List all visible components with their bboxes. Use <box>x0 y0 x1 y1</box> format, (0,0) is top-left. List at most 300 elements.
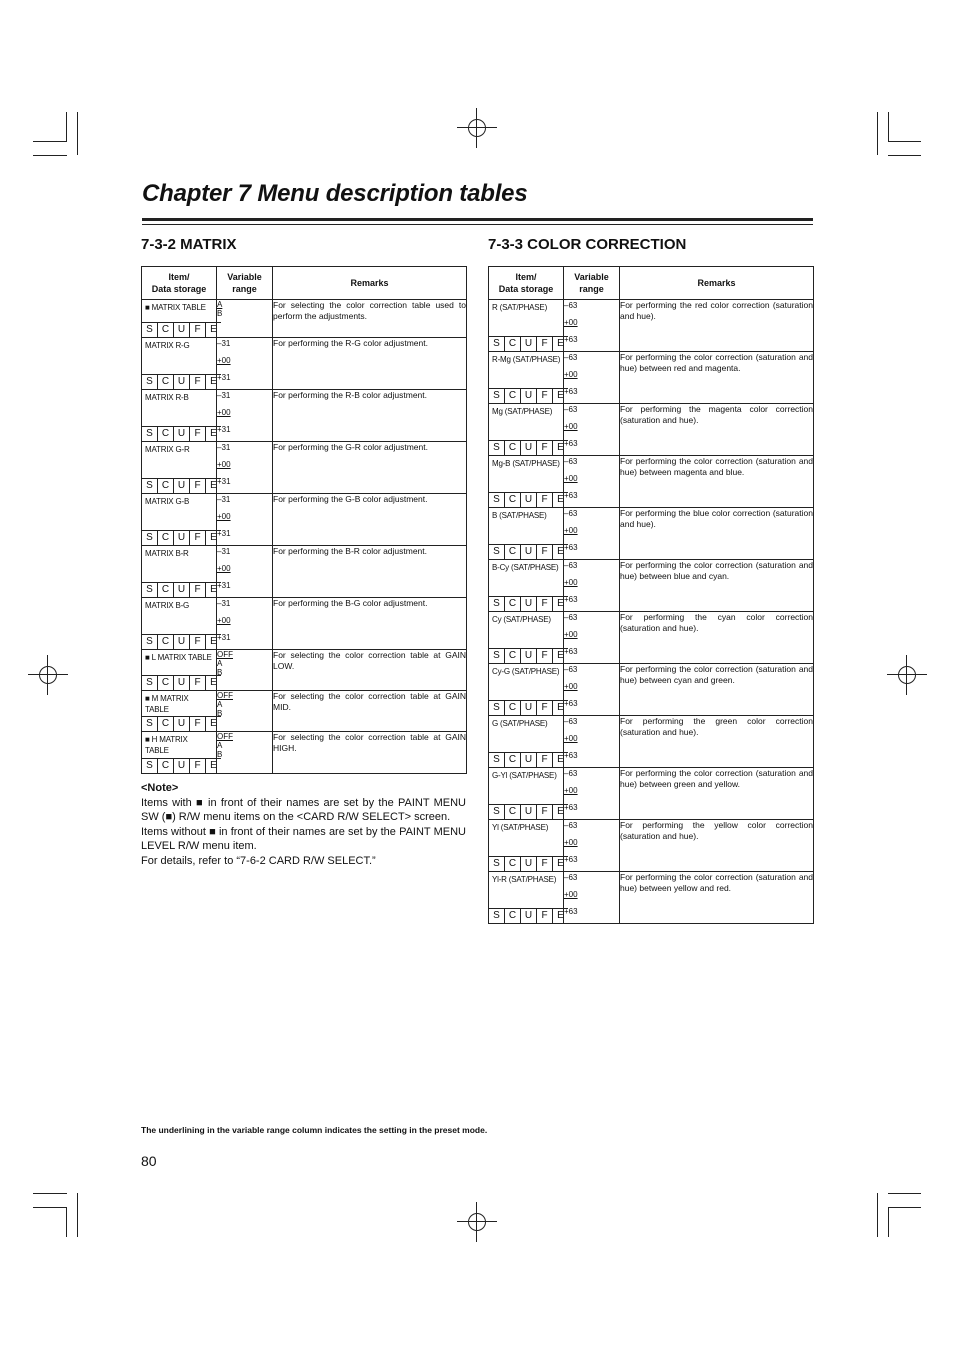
range-cell <box>217 650 273 691</box>
item-cell <box>142 732 217 774</box>
storage-flag: S <box>489 805 505 819</box>
crop-mark <box>877 112 878 155</box>
storage-flag: F <box>190 717 206 731</box>
storage-flag: U <box>521 545 537 559</box>
storage-flag: E <box>210 324 217 335</box>
data-storage-flags <box>142 758 221 773</box>
item-name: R (SAT/PHASE) <box>492 303 548 312</box>
storage-flag: C <box>505 389 521 403</box>
storage-flag: U <box>521 805 537 819</box>
data-storage-flags <box>142 322 221 337</box>
data-storage-flags <box>142 530 221 545</box>
remarks-cell: For performing the color correction (saturation and hue) between red and magenta. <box>620 352 814 404</box>
table-row <box>489 716 814 768</box>
range-value: +31 <box>217 425 231 434</box>
range-cell <box>217 300 273 338</box>
remarks-cell: For performing the blue color correction (saturation and hue). <box>620 508 814 560</box>
table-row <box>142 650 467 691</box>
data-storage-flags <box>489 336 568 351</box>
item-name: Mg-B (SAT/PHASE) <box>492 459 560 468</box>
crop-mark <box>877 1193 878 1237</box>
range-value: –31 <box>217 391 231 400</box>
storage-flag: E <box>557 910 564 921</box>
storage-flag: F <box>537 389 553 403</box>
storage-flag: C <box>158 427 174 441</box>
storage-flag: S <box>489 337 505 351</box>
remarks-cell: For performing the color correction (saturation and hue) between green and yellow. <box>620 768 814 820</box>
range-cell <box>564 560 620 612</box>
table-row <box>142 546 467 598</box>
remarks-cell: For performing the color correction (saturation and hue) between cyan and green. <box>620 664 814 716</box>
range-values <box>217 494 272 540</box>
range-value: +63 <box>564 647 578 656</box>
range-value: +00 <box>564 578 578 587</box>
range-cell <box>564 404 620 456</box>
title-rule <box>142 218 813 221</box>
data-storage-flags <box>142 634 221 649</box>
range-value: +31 <box>217 477 231 486</box>
storage-flag: S <box>142 323 158 337</box>
range-cell <box>217 546 273 598</box>
registration-mark-bottom <box>457 1202 497 1242</box>
storage-flag: E <box>210 677 217 688</box>
range-value: +00 <box>217 564 231 573</box>
range-value: A <box>217 741 223 750</box>
storage-flag: F <box>537 857 553 871</box>
storage-flag: U <box>174 583 190 597</box>
item-name: R-Mg (SAT/PHASE) <box>492 355 561 364</box>
item-name: MATRIX B-R <box>145 549 189 558</box>
storage-flag: E <box>210 376 217 387</box>
registration-mark-top <box>457 108 497 148</box>
range-value: –63 <box>564 457 578 466</box>
storage-flag: F <box>537 337 553 351</box>
range-cell <box>564 352 620 404</box>
storage-flag: F <box>537 493 553 507</box>
matrix-heading: 7-3-2 MATRIX <box>141 236 237 253</box>
item-name: MATRIX G-B <box>145 497 190 506</box>
data-storage-flags <box>489 804 568 819</box>
storage-flag: S <box>489 493 505 507</box>
data-storage-flags <box>142 582 221 597</box>
storage-flag: F <box>537 597 553 611</box>
data-storage-flags <box>489 544 568 559</box>
data-storage-flags <box>489 752 568 767</box>
storage-flag: U <box>521 753 537 767</box>
range-value: –63 <box>564 353 578 362</box>
storage-flag: F <box>190 479 206 493</box>
header-remarks: Remarks <box>273 267 467 300</box>
range-value: B <box>217 668 223 677</box>
storage-flag: S <box>142 635 158 649</box>
storage-flag: C <box>158 583 174 597</box>
range-value: +00 <box>217 616 231 625</box>
storage-flag: S <box>142 427 158 441</box>
data-storage-flags <box>489 388 568 403</box>
registration-mark-left <box>28 655 68 695</box>
item-name: MATRIX R-G <box>145 341 190 350</box>
data-storage-flags <box>489 648 568 663</box>
page-number: 80 <box>141 1153 157 1169</box>
range-values <box>564 768 619 814</box>
range-value: B <box>217 750 223 759</box>
storage-flag: E <box>557 858 564 869</box>
item-name: Mg (SAT/PHASE) <box>492 407 553 416</box>
range-value: +00 <box>564 630 578 639</box>
range-values <box>564 872 619 918</box>
color-correction-heading: 7-3-3 COLOR CORRECTION <box>488 236 687 253</box>
header-item: Item/ Data storage <box>142 267 217 300</box>
item-name: ■ H MATRIX TABLE <box>145 735 188 755</box>
range-value: +00 <box>564 786 578 795</box>
range-values <box>217 732 272 759</box>
range-value: +63 <box>564 855 578 864</box>
storage-flag: E <box>557 650 564 661</box>
range-value: –63 <box>564 405 578 414</box>
storage-flag: F <box>537 753 553 767</box>
range-value: –31 <box>217 599 231 608</box>
range-values <box>564 820 619 866</box>
range-value: +00 <box>564 682 578 691</box>
storage-flag: E <box>557 494 564 505</box>
item-cell <box>489 352 564 404</box>
crop-mark <box>888 1193 921 1194</box>
item-cell <box>489 404 564 456</box>
crop-mark <box>33 1207 67 1208</box>
crop-mark <box>888 155 921 156</box>
storage-flag: F <box>190 323 206 337</box>
table-row <box>489 404 814 456</box>
range-value: +00 <box>217 512 231 521</box>
range-value: +00 <box>564 422 578 431</box>
remarks-cell: For performing the color correction (saturation and hue) between magenta and blue. <box>620 456 814 508</box>
storage-flag: U <box>521 597 537 611</box>
storage-flag: C <box>158 676 174 690</box>
range-value: –63 <box>564 769 578 778</box>
range-values <box>564 612 619 658</box>
table-row <box>489 768 814 820</box>
storage-flag: E <box>210 480 217 491</box>
range-value: –63 <box>564 509 578 518</box>
range-values <box>217 598 272 644</box>
range-cell <box>564 300 620 352</box>
range-values <box>217 691 272 718</box>
footnote: The underlining in the variable range column indicates the setting in the preset mode. <box>141 1125 488 1135</box>
crop-mark <box>888 141 921 142</box>
range-value: A <box>217 700 223 709</box>
storage-flag: F <box>190 427 206 441</box>
item-name: MATRIX R-B <box>145 393 189 402</box>
storage-flag: F <box>190 531 206 545</box>
item-name: ■ L MATRIX TABLE <box>145 653 212 662</box>
range-value: +00 <box>217 408 231 417</box>
range-values <box>564 508 619 554</box>
storage-flag: F <box>537 649 553 663</box>
storage-flag: C <box>505 337 521 351</box>
data-storage-flags <box>489 596 568 611</box>
range-value: +31 <box>217 633 231 642</box>
range-values <box>564 352 619 398</box>
range-value: –63 <box>564 873 578 882</box>
header-remarks: Remarks <box>620 267 814 300</box>
range-value: +63 <box>564 543 578 552</box>
storage-flag: U <box>174 427 190 441</box>
range-value: OFF <box>217 732 233 741</box>
storage-flag: C <box>505 441 521 455</box>
range-value: OFF <box>217 691 233 700</box>
storage-flag: C <box>505 909 521 923</box>
remarks-cell: For performing the yellow color correction (saturation and hue). <box>620 820 814 872</box>
storage-flag: F <box>537 805 553 819</box>
item-cell <box>489 300 564 352</box>
storage-flag: U <box>174 759 190 773</box>
storage-flag: S <box>489 909 505 923</box>
range-value: OFF <box>217 650 233 659</box>
range-values <box>217 650 272 677</box>
range-values <box>564 664 619 710</box>
range-value: –31 <box>217 339 231 348</box>
range-value: –31 <box>217 495 231 504</box>
item-cell <box>142 442 217 494</box>
crop-mark <box>888 112 889 142</box>
storage-flag: F <box>537 701 553 715</box>
note-block <box>141 781 466 868</box>
table-row <box>489 300 814 352</box>
remarks-cell: For selecting the color correction table at GAIN MID. <box>273 691 467 732</box>
storage-flag: U <box>521 857 537 871</box>
range-value: –31 <box>217 547 231 556</box>
remarks-cell: For performing the color correction (saturation and hue) between yellow and red. <box>620 872 814 924</box>
item-name: G (SAT/PHASE) <box>492 719 548 728</box>
storage-flag: C <box>158 759 174 773</box>
table-row <box>142 691 467 732</box>
item-cell <box>142 546 217 598</box>
remarks-cell: For performing the G-B color adjustment. <box>273 494 467 546</box>
matrix-table <box>141 266 467 774</box>
chapter-title: Chapter 7 Menu description tables <box>142 180 528 207</box>
storage-flag: F <box>190 375 206 389</box>
remarks-cell: For performing the G-R color adjustment. <box>273 442 467 494</box>
range-value: +00 <box>564 474 578 483</box>
crop-mark <box>888 1207 889 1237</box>
item-cell <box>489 768 564 820</box>
table-row <box>489 352 814 404</box>
range-value: +00 <box>217 460 231 469</box>
range-values <box>217 300 272 318</box>
storage-flag: F <box>537 441 553 455</box>
item-name: Cy-G (SAT/PHASE) <box>492 667 560 676</box>
table-row <box>142 390 467 442</box>
table-row <box>489 820 814 872</box>
table-row <box>489 508 814 560</box>
range-value: +00 <box>564 526 578 535</box>
header-item: Item/ Data storage <box>489 267 564 300</box>
storage-flag: U <box>174 676 190 690</box>
data-storage-flags <box>142 426 221 441</box>
remarks-cell: For performing the red color correction (saturation and hue). <box>620 300 814 352</box>
crop-mark <box>888 1207 921 1208</box>
range-value: +00 <box>564 318 578 327</box>
storage-flag: U <box>521 493 537 507</box>
storage-flag: S <box>142 531 158 545</box>
item-cell <box>489 664 564 716</box>
storage-flag: C <box>505 857 521 871</box>
item-cell <box>489 508 564 560</box>
storage-flag: S <box>489 389 505 403</box>
storage-flag: C <box>158 375 174 389</box>
range-value: +31 <box>217 529 231 538</box>
storage-flag: F <box>537 909 553 923</box>
range-values <box>217 390 272 436</box>
table-row <box>142 442 467 494</box>
data-storage-flags <box>489 908 568 923</box>
storage-flag: E <box>557 338 564 349</box>
storage-flag: U <box>174 717 190 731</box>
storage-flag: E <box>557 546 564 557</box>
item-cell <box>142 338 217 390</box>
storage-flag: S <box>489 701 505 715</box>
storage-flag: U <box>174 635 190 649</box>
range-cell <box>564 508 620 560</box>
storage-flag: E <box>210 718 217 729</box>
item-name: Yl-R (SAT/PHASE) <box>492 875 557 884</box>
range-value: +00 <box>217 356 231 365</box>
item-cell <box>142 598 217 650</box>
item-name: Yl (SAT/PHASE) <box>492 823 549 832</box>
range-value: +63 <box>564 751 578 760</box>
crop-mark <box>33 155 67 156</box>
storage-flag: U <box>521 389 537 403</box>
item-cell <box>142 390 217 442</box>
range-values <box>217 442 272 488</box>
range-value: +63 <box>564 335 578 344</box>
table-row <box>142 338 467 390</box>
item-name: ■ M MATRIX TABLE <box>145 694 189 714</box>
item-cell <box>489 560 564 612</box>
range-value: +63 <box>564 803 578 812</box>
storage-flag: U <box>521 909 537 923</box>
range-values <box>217 338 272 384</box>
remarks-cell: For performing the R-B color adjustment. <box>273 390 467 442</box>
crop-mark <box>33 1193 67 1194</box>
item-name: MATRIX G-R <box>145 445 190 454</box>
storage-flag: S <box>142 479 158 493</box>
storage-flag: C <box>505 597 521 611</box>
storage-flag: C <box>158 323 174 337</box>
range-cell <box>217 598 273 650</box>
remarks-cell: For performing the B-G color adjustment. <box>273 598 467 650</box>
remarks-cell: For performing the R-G color adjustment. <box>273 338 467 390</box>
range-value: A <box>217 300 223 309</box>
table-row <box>489 456 814 508</box>
storage-flag: U <box>174 323 190 337</box>
crop-mark <box>66 1207 67 1237</box>
range-value: –31 <box>217 443 231 452</box>
storage-flag: U <box>174 375 190 389</box>
data-storage-flags <box>142 374 221 389</box>
title-rule <box>142 224 813 225</box>
storage-flag: C <box>505 753 521 767</box>
note-line: Items with ■ in front of their names are set by the PAINT MENU SW (■) R/W menu items on the <CARD R/W SELECT> screen. <box>141 796 466 823</box>
item-cell <box>489 820 564 872</box>
table-row <box>142 300 467 338</box>
storage-flag: E <box>557 754 564 765</box>
storage-flag: S <box>489 545 505 559</box>
range-value: –63 <box>564 717 578 726</box>
remarks-cell: For selecting the color correction table used to perform the adjustments. <box>273 300 467 338</box>
range-cell <box>217 732 273 774</box>
storage-flag: U <box>521 649 537 663</box>
range-values <box>564 456 619 502</box>
note-line: Items without ■ in front of their names are set by the PAINT MENU LEVEL R/W menu item. <box>141 825 466 852</box>
header-range: Variable range <box>217 267 273 300</box>
data-storage-flags <box>489 440 568 455</box>
crop-mark <box>66 112 67 142</box>
range-values <box>564 300 619 346</box>
storage-flag: S <box>142 375 158 389</box>
color-correction-table <box>488 266 814 924</box>
range-value: +00 <box>564 838 578 847</box>
item-cell <box>142 691 217 732</box>
crop-mark <box>77 112 78 155</box>
storage-flag: E <box>557 598 564 609</box>
remarks-cell: For performing the B-R color adjustment. <box>273 546 467 598</box>
range-value: A <box>217 659 223 668</box>
range-value: –63 <box>564 613 578 622</box>
item-cell <box>489 716 564 768</box>
item-cell <box>489 612 564 664</box>
table-row <box>489 664 814 716</box>
range-cell <box>564 716 620 768</box>
remarks-cell: For selecting the color correction table at GAIN HIGH. <box>273 732 467 774</box>
range-cell <box>564 820 620 872</box>
remarks-cell: For performing the color correction (saturation and hue) between blue and cyan. <box>620 560 814 612</box>
storage-flag: C <box>505 701 521 715</box>
storage-flag: S <box>489 857 505 871</box>
storage-flag: F <box>190 676 206 690</box>
data-storage-flags <box>142 716 221 731</box>
item-cell <box>142 300 217 338</box>
range-cell <box>564 664 620 716</box>
data-storage-flags <box>489 856 568 871</box>
range-values <box>564 560 619 606</box>
range-cell <box>217 494 273 546</box>
data-storage-flags <box>489 700 568 715</box>
range-value: B <box>217 309 223 318</box>
storage-flag: S <box>489 753 505 767</box>
range-value: +63 <box>564 595 578 604</box>
item-name: G-Yl (SAT/PHASE) <box>492 771 557 780</box>
range-values <box>564 716 619 762</box>
table-row <box>489 560 814 612</box>
storage-flag: E <box>557 702 564 713</box>
storage-flag: C <box>158 479 174 493</box>
range-values <box>564 404 619 450</box>
storage-flag: E <box>210 584 217 595</box>
storage-flag: C <box>505 649 521 663</box>
remarks-cell: For selecting the color correction table at GAIN LOW. <box>273 650 467 691</box>
storage-flag: S <box>142 676 158 690</box>
storage-flag: E <box>210 760 217 771</box>
range-value: –63 <box>564 821 578 830</box>
range-cell <box>217 442 273 494</box>
range-value: +63 <box>564 491 578 500</box>
storage-flag: C <box>505 493 521 507</box>
item-cell <box>142 494 217 546</box>
storage-flag: F <box>190 635 206 649</box>
storage-flag: U <box>521 337 537 351</box>
storage-flag: E <box>210 636 217 647</box>
